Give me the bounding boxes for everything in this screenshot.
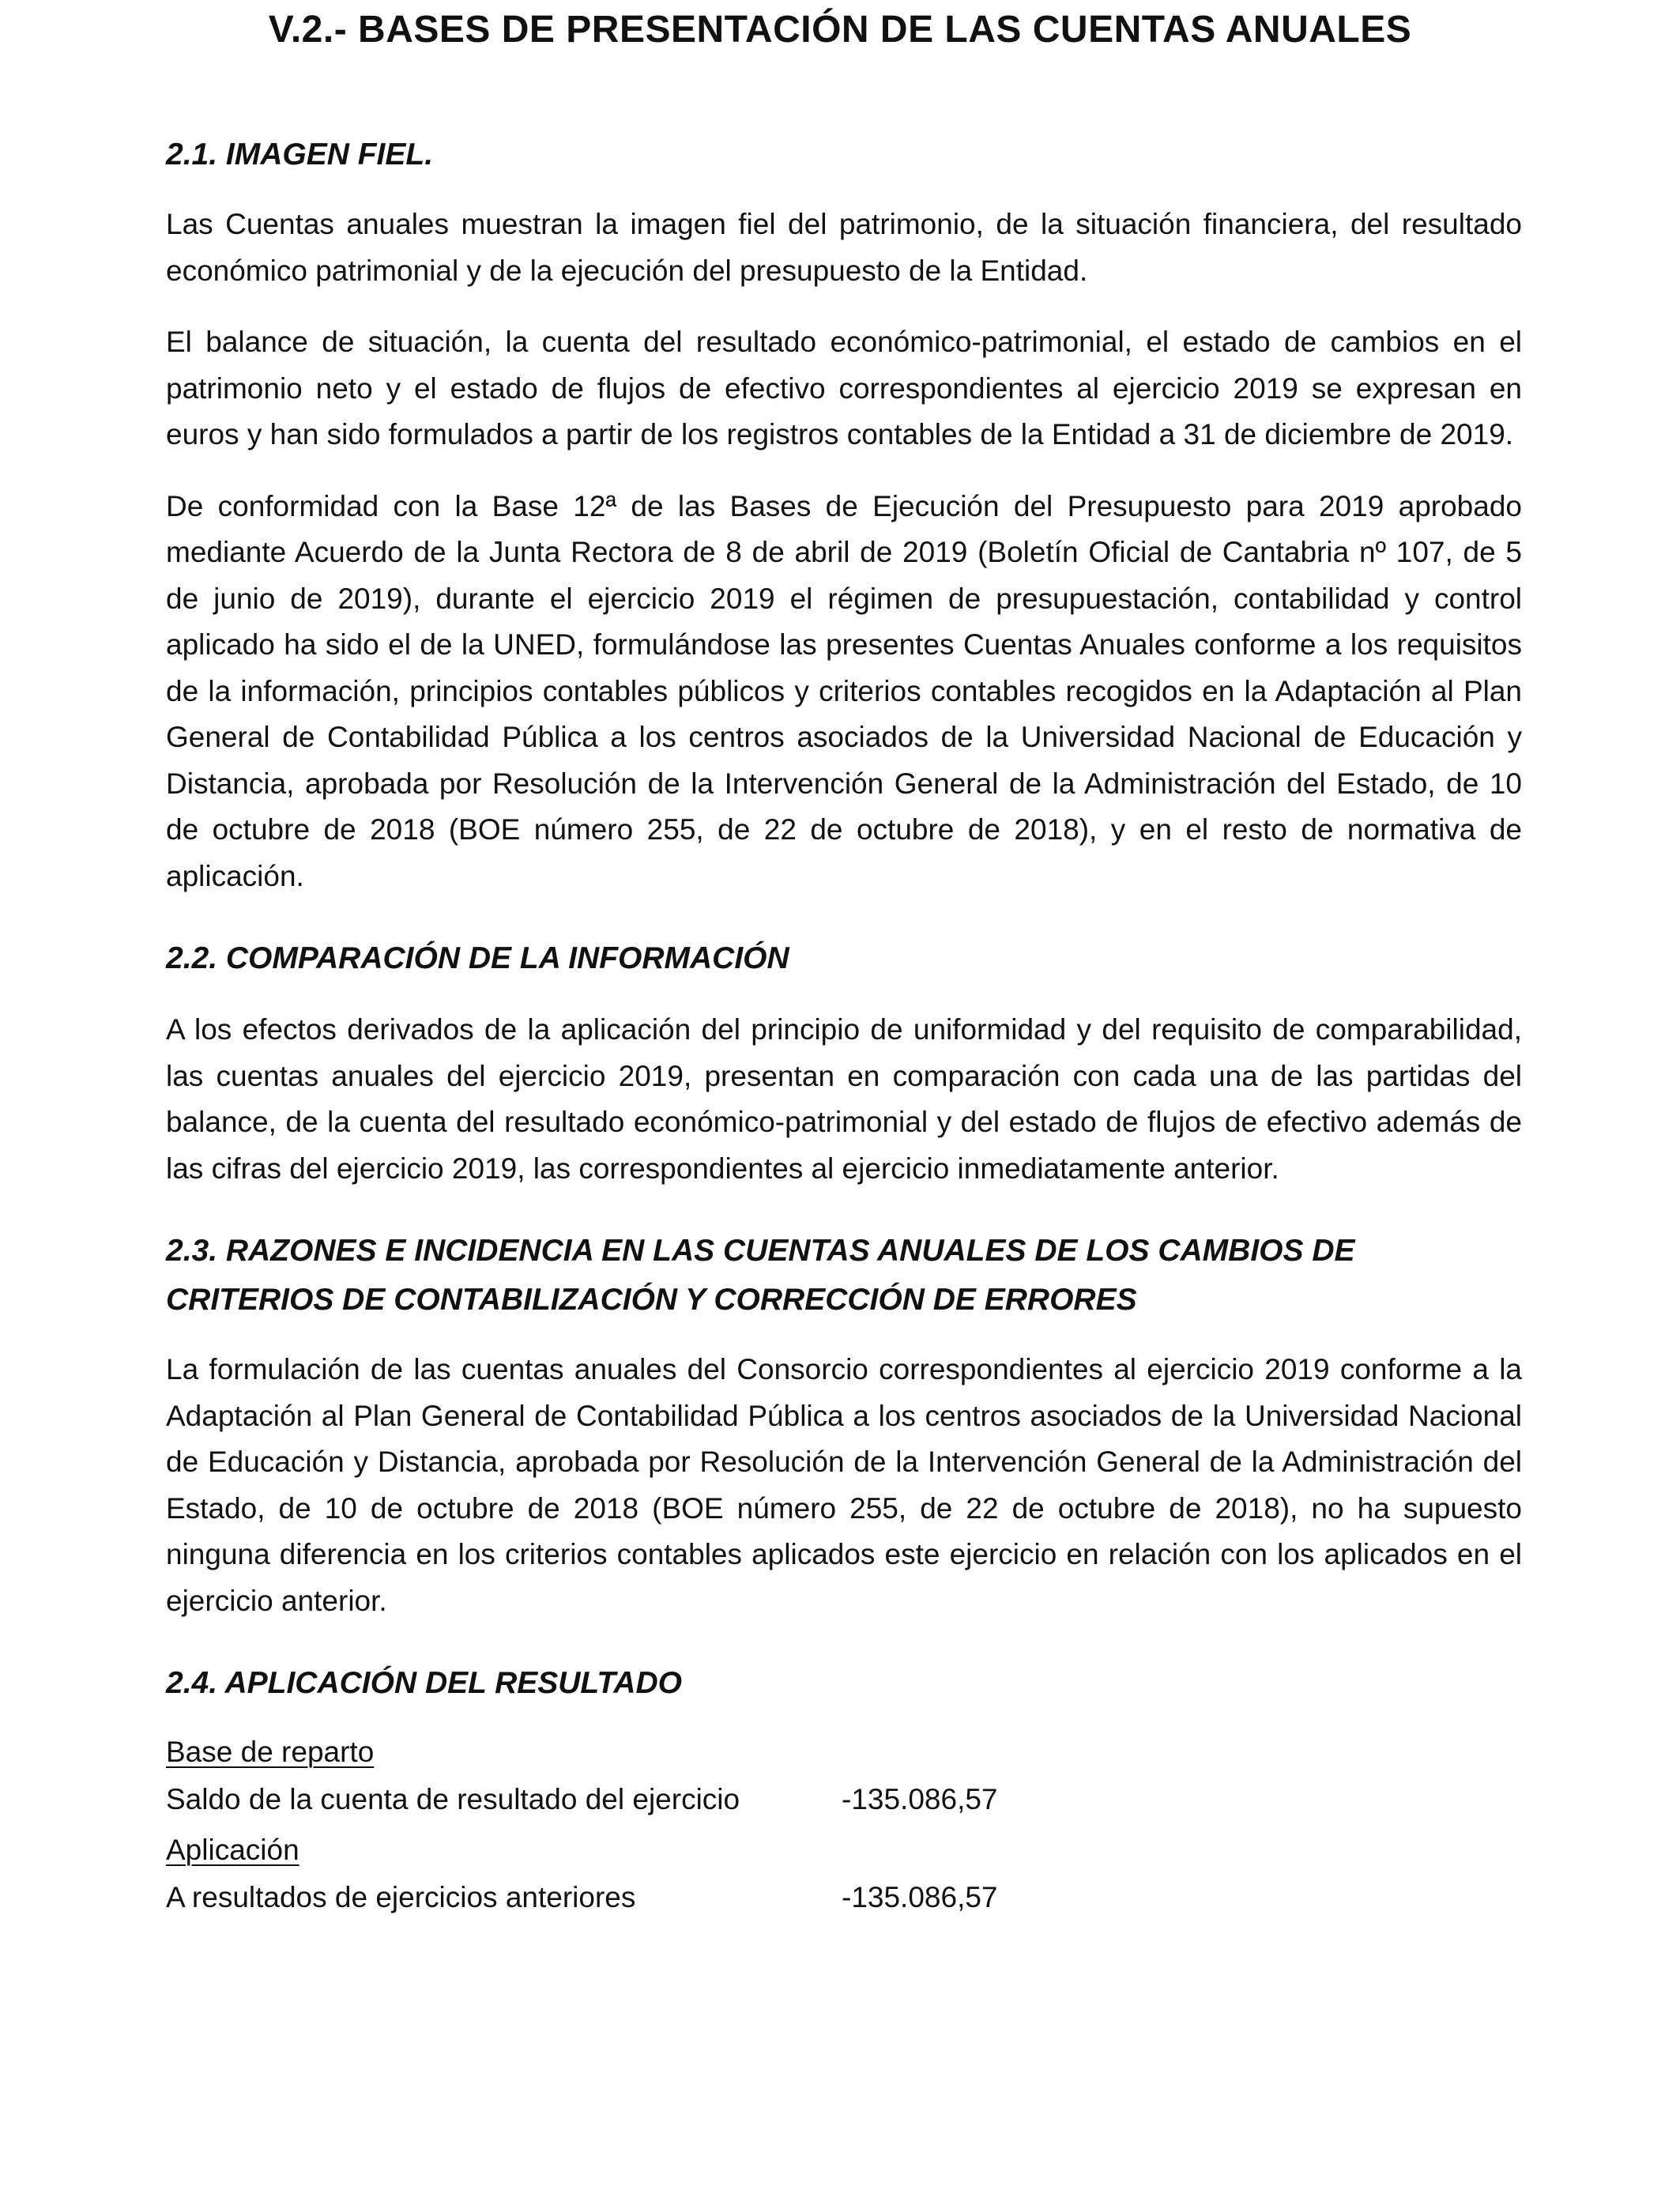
section-aplicacion-resultado bbox=[166, 1659, 1522, 1921]
paragraph: De conformidad con la Base 12ª de las Bases de Ejecución del Presupuesto para 2019 aprobado mediante Acuerdo de la Junta Rectora de 8 de abril de 2019 (Boletín Oficial de Cantabria nº 107, de 5 de junio de 2019), durante el ejercicio 2019 el régimen de presupuestación, contabilidad y control aplicado ha sido el de la UNED, formulándose las presentes Cuentas Anuales conforme a los requisitos de la información, principios contables públicos y criterios contables recogidos en la Adaptación al Plan General de Contabilidad Pública a los centros asociados de la Universidad Nacional de Educación y Distancia, aprobada por Resolución de la Intervención General de la Administración del Estado, de 10 de octubre de 2018 (BOE número 255, de 22 de octubre de 2018), y en el resto de normativa de aplicación. bbox=[166, 489, 1522, 892]
section-razones bbox=[166, 1227, 1522, 1624]
section-comparacion bbox=[166, 934, 1522, 1192]
paragraph: La formulación de las cuentas anuales del Consorcio correspondientes al ejercicio 2019 conforme a la Adaptación al Plan General de Contabilidad Pública a los centros asociados de la Universidad Nacional de Educación y Distancia, aprobada por Resolución de la Intervención General de la Administración del Estado, de 10 de octubre de 2018 (BOE número 255, de 22 de octubre de 2018), no ha supuesto ninguna diferencia en los criterios contables aplicados este ejercicio en relación con los aplicados en el ejercicio anterior. bbox=[166, 1353, 1522, 1617]
section-heading: 2.2. COMPARACIÓN DE LA INFORMACIÓN bbox=[166, 941, 789, 975]
aplicacion-row-amount: -135.086,57 bbox=[842, 1881, 998, 1913]
aplicacion-row bbox=[166, 1874, 1522, 1921]
base-label: Base de reparto bbox=[166, 1736, 375, 1768]
base-row-amount: -135.086,57 bbox=[842, 1783, 998, 1815]
paragraph: El balance de situación, la cuenta del resultado económico-patrimonial, el estado de cambios en el patrimonio neto y el estado de flujos de efectivo correspondientes al ejercicio 2019 se expresan en euros y han sido formulados a partir de los registros contables de la Entidad a 31 de diciembre de 2019. bbox=[166, 326, 1522, 450]
base-row bbox=[166, 1776, 1522, 1823]
section-heading: 2.1. IMAGEN FIEL. bbox=[166, 138, 434, 172]
paragraph: A los efectos derivados de la aplicación del principio de uniformidad y del requisito de comparabilidad, las cuentas anuales del ejercicio 2019, presentan en comparación con cada una de las partidas del balance, de la cuenta del resultado económico-patrimonial y del estado de flujos de efectivo además de las cifras del ejercicio 2019, las correspondientes al ejercicio inmediatamente anterior. bbox=[166, 1013, 1522, 1185]
aplicacion-label: Aplicación bbox=[166, 1834, 299, 1866]
document-title: V.2.- BASES DE PRESENTACIÓN DE LAS CUENTAS ANUALES bbox=[268, 9, 1412, 51]
section-heading: 2.3. RAZONES E INCIDENCIA EN LAS CUENTAS ANUALES DE LOS CAMBIOS DE CRITERIOS DE CONTABILIZACIÓN Y CORRECCIÓN DE ERRORES bbox=[166, 1234, 1355, 1317]
base-row-label: Saldo de la cuenta de resultado del ejercicio bbox=[166, 1783, 740, 1815]
section-heading: 2.4. APLICACIÓN DEL RESULTADO bbox=[166, 1666, 682, 1700]
aplicacion-row-label: A resultados de ejercicios anteriores bbox=[166, 1881, 636, 1913]
result-distribution bbox=[166, 1728, 1522, 1921]
section-imagen-fiel bbox=[166, 130, 1522, 899]
paragraph: Las Cuentas anuales muestran la imagen fiel del patrimonio, de la situación financiera, del resultado económico patrimonial y de la ejecución del presupuesto de la Entidad. bbox=[166, 208, 1522, 287]
document-body bbox=[166, 130, 1522, 1921]
